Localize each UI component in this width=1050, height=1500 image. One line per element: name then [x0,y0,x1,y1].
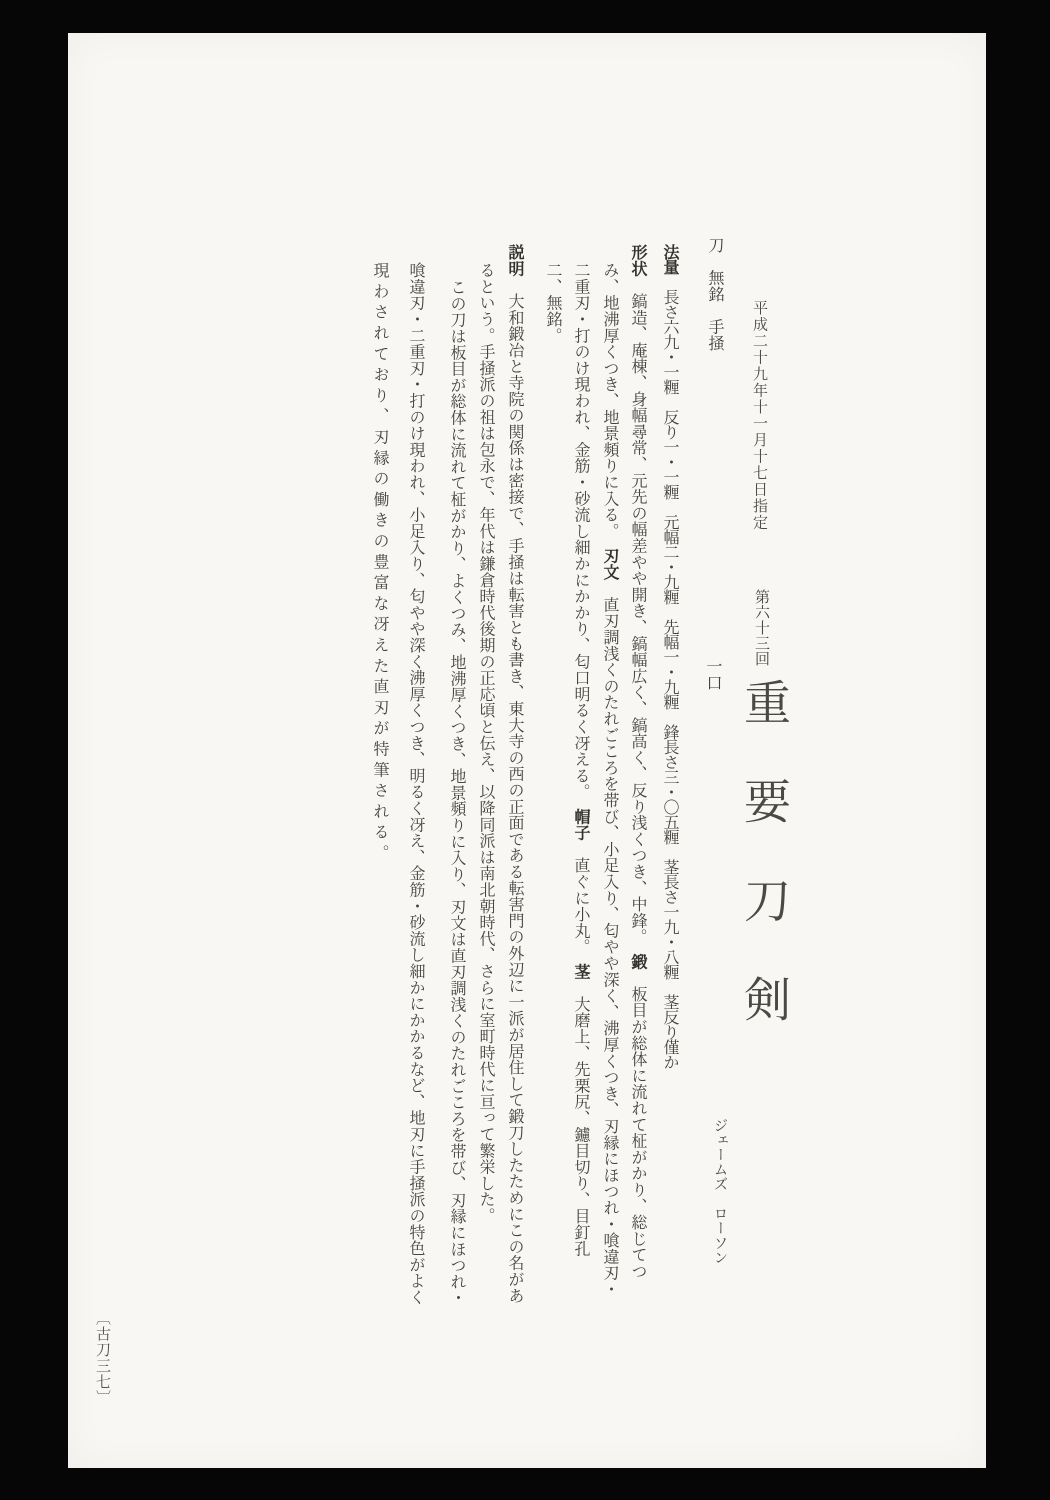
document-title: 重要刀剣 [736,678,791,1074]
measurements-body: 長さ六九・一糎 反り一・一糎 元幅二・九糎 先幅一・九糎 鋒長さ三・〇五糎 茎長さ一九・八糎 茎反り僅か [661,274,680,1069]
description-line-4: 喰違刃・二重刃・打のけ現われ、小足入り、匂やや深く沸厚くつき、明るく冴え、金筋・砂流し細かにかかるなど、地刃に手掻派の特色がよく [407,262,426,1306]
forging-hamon-column [602,262,618,1297]
catalog-number-label: 〔古刀三七〕 [94,1310,112,1406]
sword-designation-line: 刀 無銘 手掻 [706,237,725,352]
boshi-heading: 帽子 [572,808,591,841]
forging-body-continued: み、地沸厚くつき、地景頻りに入る。 [601,262,620,548]
description-column-4 [408,262,424,1305]
session-number-line: 第六十三回 [753,589,771,667]
nakago-heading: 茎 [572,963,591,980]
description-line-5: 現わされており、刃縁の働きの豊富な冴えた直刃が特筆される。 [371,262,390,866]
boshi-body: 直ぐに小丸。 [572,840,591,964]
description-column-2 [478,262,494,1224]
description-column-1 [507,244,523,1304]
designation-date-line: 平成二十九年十一月十七日指定 [751,300,769,531]
description-heading: 説明 [506,244,525,277]
owner-name: ジェームズ ローソン [711,1118,728,1265]
description-line-3: この刀は板目が総体に流れて柾がかり、よくつみ、地沸厚くつき、地景頻りに入り、刃文は直刃調浅くのたれごころを帯び、刃縁にほつれ・ [448,279,467,1306]
forging-heading: 鍛 [629,953,648,970]
nakago-body-end: 二、無銘。 [544,262,563,344]
description-column-5 [372,262,388,865]
hamon-boshi-nakago-column [573,262,589,1257]
hamon-heading: 刃文 [601,547,620,581]
description-line-1: 大和鍛冶と寺院の関係は密接で、手掻は転害とも書き、東大寺の西の正面である転害門の外辺に一派が居住して鍛刀したためにこの名があ [506,276,525,1304]
nakago-body-start: 大磨上、先栗尻、鑢目切り、目釘孔 [572,979,591,1257]
shape-heading: 形状 [629,244,648,277]
measurements-heading: 法量 [661,244,680,274]
shape-body: 鎬造、庵棟、身幅尋常、元先の幅差やや開き、鎬幅広く、鎬高く、反り浅くつき、中鋒。 [629,276,648,954]
nakago-end-column [545,262,561,344]
forging-body-start: 板目が総体に流れて柾がかり、総じてつ [629,969,648,1280]
certificate-page [68,33,986,1468]
description-line-2: るという。手掻派の祖は包永で、年代は鎌倉時代後期の正応頃と伝え、以降同派は南北朝時代、さらに室町時代に亘って繁栄した。 [477,262,496,1224]
hamon-body-continued: 二重刃・打のけ現われ、金筋・砂流し細かにかかり、匂口明るく冴える。 [572,262,591,809]
measurements-column [662,244,678,1069]
quantity-label: 一口 [704,658,723,691]
hamon-body-start: 直刃調浅くのたれごころを帯び、小足入り、匂やや深く、沸厚くつき、刃縁にほつれ・喰違刃・ [601,580,620,1298]
shape-column [630,244,646,1279]
description-column-3 [449,279,465,1306]
